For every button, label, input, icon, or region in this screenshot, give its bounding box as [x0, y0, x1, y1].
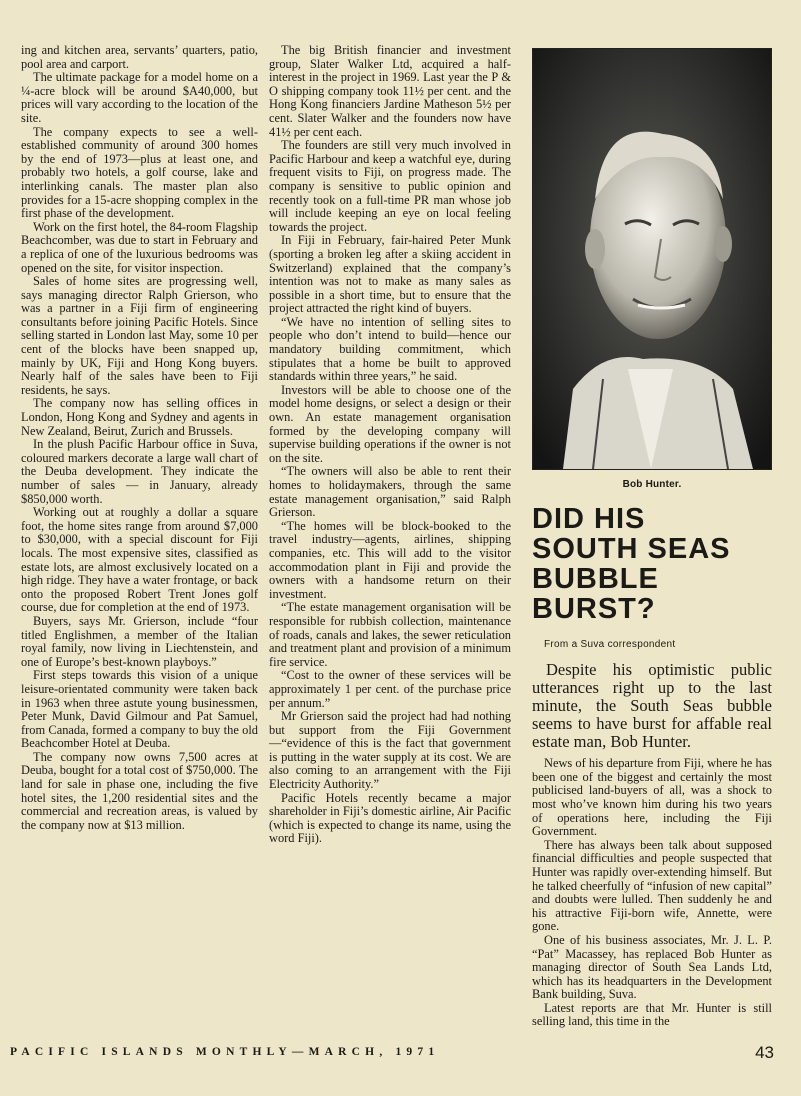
paragraph: Buyers, says Mr. Grierson, include “four titled Englishmen, a member of the Italian royal family, now living in Liechtenstein, and one of Europe’s best-known playboys.” — [21, 613, 258, 669]
column-left — [21, 44, 258, 832]
bob-hunter-photo — [532, 48, 772, 470]
paragraph: The company expects to see a well-established community of around 300 homes by the end of 1973—plus at least one, and probably two hotels, a golf course, lake and interlinking canals. The master plan also provides for a 15-acre shopping complex in the first phase of the development. — [21, 124, 258, 221]
lede-paragraph: Despite his optimistic public utterances right up to the last minute, the South Seas bubble seems to have burst for affable real estate man, Bob Hunter. — [532, 660, 772, 752]
paragraph: News of his departure from Fiji, where he has been one of the biggest and certainly the most publicised land-buyers of all, was a shock to most who’ve known him during his two years of operations here, including the Fiji Government. — [532, 756, 772, 839]
paragraph: “The owners will also be able to rent their homes to holidaymakers, through the same estate management organisation,” said Ralph Grierson. — [269, 464, 511, 520]
paragraph: Pacific Hotels recently became a major shareholder in Fiji’s domestic airline, Air Pacific (which is expected to change its name, using the word Fiji). — [269, 790, 511, 846]
paragraph: Work on the first hotel, the 84-room Flagship Beachcomber, was due to start in February and a replica of one of the luxurious bedrooms was opened on the site, for visitor inspection. — [21, 219, 258, 275]
paragraph: In the plush Pacific Harbour office in Suva, coloured markers decorate a large wall chart of the Deuba development. They indicate the number of sales — in January, already $850,000 worth. — [21, 437, 258, 506]
paragraph: Latest reports are that Mr. Hunter is still selling land, this time in the — [532, 1000, 772, 1029]
paragraph: Sales of home sites are progressing well, says managing director Ralph Grierson, who was a partner in a Fiji firm of engineering consultants before joining Pacific Hotels. Since selling started in London last May, some 10 per cent of the blocks have been snapped up, mainly by UK, Fiji and Hong Kong buyers. Nearly half of the sales have been to Fiji residents, he says. — [21, 274, 258, 397]
column-right-body — [532, 757, 772, 1029]
paragraph: “Cost to the owner of these services will be approximately 1 per cent. of the purchase price per annum.” — [269, 668, 511, 710]
paragraph: The big British financier and investment group, Slater Walker Ltd, acquired a half-interest in the project in 1969. Last year the P & O shipping company took 11½ per cent. and the Hong Kong financiers Jardine Matheson 5½ per cent. Slater Walker and the founders now have 41½ per cent each. — [269, 43, 511, 139]
publication-footer: PACIFIC ISLANDS MONTHLY—MARCH, 1971 — [10, 1046, 440, 1058]
paragraph: There has always been talk about supposed financial difficulties and people suspected that Hunter was rapidly over-extending himself. But he talked cheerfully of “infusion of new capital” and doubts were lulled. Then suddenly he and his attractive Fiji-born wife, Annette, were gone. — [532, 837, 772, 934]
paragraph: “We have no intention of selling sites to people who don’t intend to build—hence our mandatory building commitment, which stipulates that a home be built to approved standards within three years,” he said. — [269, 314, 511, 384]
page-number: 43 — [755, 1043, 774, 1062]
headline-line: DID HIS — [532, 502, 646, 535]
paragraph: In Fiji in February, fair-haired Peter Munk (sporting a broken leg after a skiing accident in Switzerland) explained that the company’s intention was not to make as many sales as possible in a short time, but to ensure that the project attracted the right kind of buyers. — [269, 233, 511, 316]
paragraph: One of his business associates, Mr. J. L. P. “Pat” Macassey, has replaced Bob Hunter as managing director of South Sea Lands Ltd, which has its headquarters in the Development Bank building, Suva. — [532, 932, 772, 1002]
headline-line: BUBBLE BURST? — [532, 562, 659, 625]
paragraph: “The homes will be block-booked to the travel industry—agents, airlines, shipping companies, etc. This will add to the visitor accommodation plant in Fiji and provide the owners with a handsome return on their investment. — [269, 518, 511, 601]
paragraph: The company now has selling offices in London, Hong Kong and Sydney and agents in New Zealand, Beirut, Zurich and Brussels. — [21, 396, 258, 438]
headline — [532, 504, 772, 624]
paragraph: First steps towards this vision of a unique leisure-orientated community were taken back in 1963 when three astute young businessmen, Peter Munk, David Gilmour and Pat Samuel, from Canada, formed a company to buy the old Beachcomber Hotel at Deuba. — [21, 668, 258, 751]
paragraph: The company now owns 7,500 acres at Deuba, bought for a total cost of $750,000. The land for sale in phase one, including the five hotel sites, the 1,200 residential sites and the commercial and recreation areas, is valued by the company now at $13 million. — [21, 749, 258, 832]
paragraph: Mr Grierson said the project had had nothing but support from the Fiji Government—“evidence of this is the fact that government is putting in the water supply at its cost. We are also coming to an arrangement with the Fiji Electricity Authority.” — [269, 709, 511, 792]
paragraph: The founders are still very much involved in Pacific Harbour and keep a watchful eye, during frequent visits to Fiji, on progress made. The company is sensitive to public opinion and recently took on a full-time PR man whose job will include keeping an eye on local feeling towards the project. — [269, 138, 511, 234]
column-middle — [269, 44, 511, 846]
paragraph: Investors will be able to choose one of the model home designs, or select a design or their own. An estate management organisation formed by the developing company will supervise building operations if the owner is not on the site. — [269, 382, 511, 465]
paragraph: “The estate management organisation will be responsible for rubbish collection, maintenance of roads, canals and lakes, the sewer reticulation and treatment plant and provision of a minimum fire service. — [269, 600, 511, 669]
paragraph: ing and kitchen area, servants’ quarters, patio, pool area and carport. — [21, 43, 258, 71]
paragraph: The ultimate package for a model home on a ¼-acre block will be around $A40,000, but prices will vary according to the location of the site. — [21, 70, 258, 125]
headline-line: SOUTH SEAS — [532, 532, 731, 565]
paragraph: Working out at roughly a dollar a square foot, the home sites range from around $7,000 to $30,000, with a special discount for Fiji locals. The most expensive sites, classified as estate lots, are almost exclusively located on a high ridge. They have a water frontage, or back onto the proposed Robert Trent Jones golf course, due for completion at the end of 1973. — [21, 505, 258, 615]
column-right — [532, 48, 772, 1029]
photo-caption: Bob Hunter. — [622, 479, 682, 490]
byline: From a Suva correspondent — [544, 638, 676, 650]
